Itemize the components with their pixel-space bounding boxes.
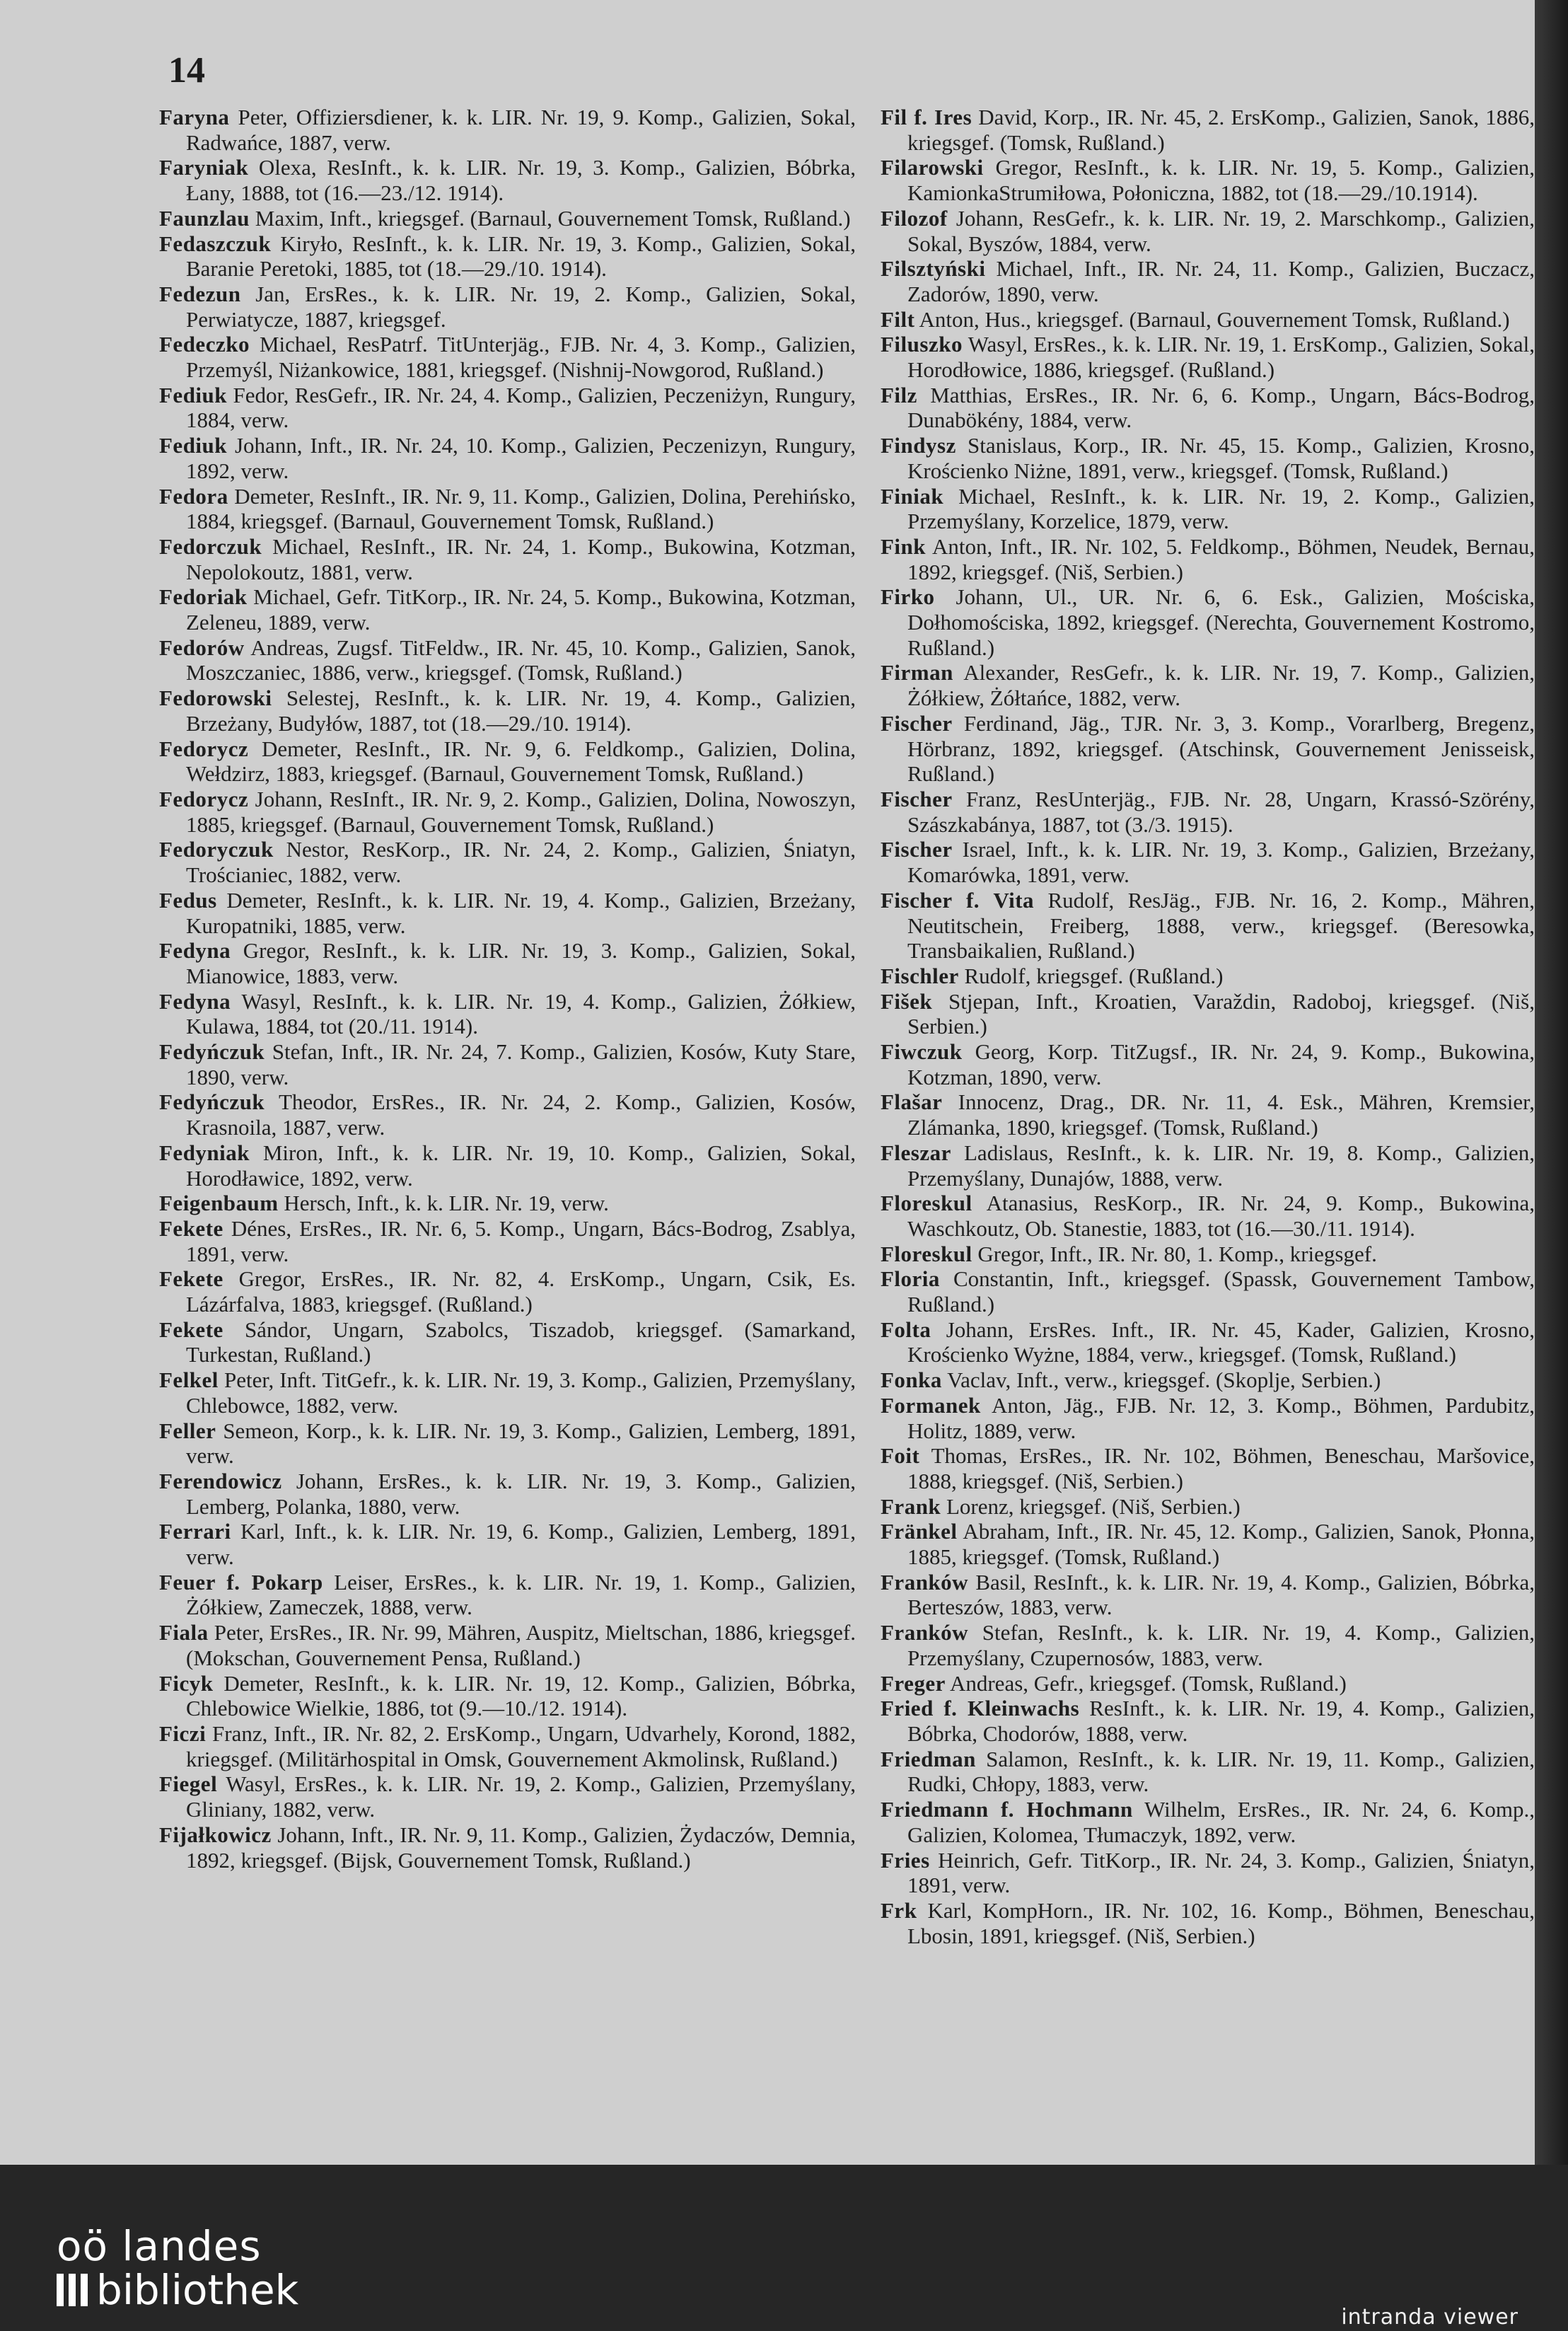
entry-surname: Fedora (159, 483, 228, 509)
entry-details: Vaclav, Inft., verw., kriegsgef. (Skoplje, Serbien.) (947, 1367, 1381, 1393)
entry-details: Leiser, ErsRes., k. k. LIR. Nr. 19, 1. Komp., Galizien, Żółkiew, Zameczek, 1888, verw. (186, 1569, 856, 1620)
register-entry (159, 1822, 856, 1873)
entry-details: Wasyl, ErsRes., k. k. LIR. Nr. 19, 2. Komp., Galizien, Przemyślany, Gliniany, 1882, verw. (186, 1771, 856, 1822)
logo-text-line2-wrapper (57, 2267, 298, 2313)
entry-details: Sándor, Ungarn, Szabolcs, Tiszadob, kriegsgef. (Samarkand, Turkestan, Rußland.) (186, 1317, 856, 1367)
entry-surname: Fekete (159, 1266, 223, 1292)
register-entry (881, 1570, 1535, 1620)
entry-surname: Frk (881, 1897, 917, 1923)
register-entry (159, 484, 856, 534)
register-entry (159, 989, 856, 1039)
entry-surname: Filuszko (881, 332, 963, 357)
entry-details: Constantin, Inft., kriegsgef. (Spassk, Gouvernement Tambow, Rußland.) (907, 1266, 1535, 1317)
entry-details: Matthias, ErsRes., IR. Nr. 6, 6. Komp., Ungarn, Bács-Bodrog, Dunabökény, 1884, verw. (907, 382, 1535, 433)
register-entry (159, 534, 856, 584)
entry-details: Stanislaus, Korp., IR. Nr. 45, 15. Komp., Galizien, Krosno, Krościenko Niżne, 1891, verw., kriegsgef. (Tomsk, Rußland.) (907, 433, 1535, 483)
left-column (159, 105, 856, 1873)
entry-details: Demeter, ResInft., IR. Nr. 9, 6. Feldkomp., Galizien, Dolina, Wełdzirz, 1883, kriegsgef. (Barnaul, Gouvernement Tomsk, Rußland.) (186, 736, 856, 787)
entry-details: Rudolf, ResJäg., FJB. Nr. 16, 2. Komp., Mähren, Neutitschein, Freiberg, 1888, verw., kriegsgef. (Beresowka, Transbaikalien, Rußland.) (907, 887, 1535, 964)
entry-surname: Fedoriak (159, 584, 248, 610)
entry-details: Gregor, ResInft., k. k. LIR. Nr. 19, 3. Komp., Galizien, Sokal, Mianowice, 1883, verw. (186, 938, 856, 988)
register-entry (159, 282, 856, 332)
register-entry (159, 1140, 856, 1191)
entry-surname: Filozof (881, 205, 948, 231)
entry-details: Michael, ResInft., IR. Nr. 24, 1. Komp., Bukowina, Kotzman, Nepolokoutz, 1881, verw. (186, 533, 856, 584)
entry-surname: Foit (881, 1443, 920, 1469)
entry-details: Nestor, ResKorp., IR. Nr. 24, 2. Komp., Galizien, Śniatyn, Trościaniec, 1882, verw. (186, 837, 856, 888)
register-entry (159, 105, 856, 155)
entry-details: Gregor, Inft., IR. Nr. 80, 1. Komp., kriegsgef. (977, 1241, 1377, 1266)
entry-surname: Fekete (159, 1215, 223, 1241)
register-entry (881, 1089, 1535, 1140)
entry-surname: Ferrari (159, 1519, 231, 1544)
entry-details: Peter, ErsRes., IR. Nr. 99, Mähren, Auspitz, Mieltschan, 1886, kriegsgef. (Mokschan, Gouvernement Pensa, Rußland.) (186, 1620, 856, 1670)
entry-details: Israel, Inft., k. k. LIR. Nr. 19, 3. Komp., Galizien, Brzeżany, Komarówka, 1891, verw. (907, 837, 1535, 888)
logo-text-line2: bibliothek (96, 2266, 299, 2314)
entry-surname: Fonka (881, 1367, 942, 1393)
entry-details: Miron, Inft., k. k. LIR. Nr. 19, 10. Komp., Galizien, Sokal, Horodławice, 1892, verw. (186, 1140, 856, 1191)
entry-details: Johann, ResInft., IR. Nr. 9, 2. Komp., Galizien, Dolina, Nowoszyn, 1885, kriegsgef. (Barnaul, Gouvernement Tomsk, Rußland.) (186, 786, 856, 837)
entry-surname: Fišek (881, 988, 933, 1014)
register-entry (881, 1393, 1535, 1443)
register-entry (881, 1519, 1535, 1569)
entry-details: Selestej, ResInft., k. k. LIR. Nr. 19, 4. Komp., Galizien, Brzeżany, Budyłów, 1887, tot (18.—29./10. 1914). (186, 686, 856, 736)
register-entry (881, 1848, 1535, 1898)
register-entry (159, 1620, 856, 1670)
register-entry (159, 1266, 856, 1317)
entry-surname: Fedaszczuk (159, 231, 272, 256)
entry-surname: Fedoryczuk (159, 837, 274, 862)
entry-details: Demeter, ResInft., IR. Nr. 9, 11. Komp., Galizien, Dolina, Perehińsko, 1884, kriegsgef. (Barnaul, Gouvernement Tomsk, Rußland.) (186, 483, 856, 534)
entry-surname: Felkel (159, 1367, 219, 1393)
register-entry (881, 584, 1535, 660)
register-entry (159, 888, 856, 938)
entry-surname: Ficzi (159, 1721, 207, 1746)
register-entry (881, 837, 1535, 887)
entry-details: Anton, Jäg., FJB. Nr. 12, 3. Komp., Böhmen, Pardubitz, Holitz, 1889, verw. (907, 1392, 1535, 1443)
register-entry (159, 332, 856, 382)
entry-surname: Fischer (881, 710, 953, 736)
register-entry (881, 1191, 1535, 1241)
register-entry (881, 1620, 1535, 1670)
register-entry (159, 1089, 856, 1140)
entry-surname: Fedeczko (159, 332, 250, 357)
register-entry (159, 584, 856, 635)
register-entry (159, 1418, 856, 1469)
entry-details: Gregor, ResInft., k. k. LIR. Nr. 19, 5. Komp., Galizien, KamionkaStrumiłowa, Połoniczna, 1882, tot (18.—29./10.1914). (907, 155, 1535, 206)
register-entry (159, 1771, 856, 1822)
page-edge-shadow (1535, 0, 1568, 2165)
register-entry (159, 1191, 856, 1216)
entry-details: Peter, Offiziersdiener, k. k. LIR. Nr. 19, 9. Komp., Galizien, Sokal, Radwańce, 1887, verw. (186, 105, 856, 155)
entry-surname: Fedorycz (159, 786, 249, 811)
register-entry (159, 155, 856, 205)
entry-surname: Faunzlau (159, 205, 250, 231)
entry-details: Peter, Inft. TitGefr., k. k. LIR. Nr. 19, 3. Komp., Galizien, Przemyślany, Chlebowce, 1882, verw. (186, 1367, 856, 1418)
entry-details: Franz, ResUnterjäg., FJB. Nr. 28, Ungarn, Krassó-Szörény, Szászkabánya, 1887, tot (3./3. 1915). (907, 786, 1535, 837)
register-entry (159, 206, 856, 231)
register-entry (881, 1898, 1535, 1948)
register-entry (881, 433, 1535, 483)
entry-surname: Friedman (881, 1746, 976, 1771)
entry-surname: Feller (159, 1418, 216, 1443)
register-entry (159, 635, 856, 686)
register-entry (881, 1797, 1535, 1847)
entry-details: Theodor, ErsRes., IR. Nr. 24, 2. Komp., Galizien, Kosów, Krasnoila, 1887, verw. (186, 1089, 856, 1140)
entry-details: Gregor, ErsRes., IR. Nr. 82, 4. ErsKomp., Ungarn, Csik, Es. Lázárfalva, 1883, kriegsgef. (Rußland.) (186, 1266, 856, 1317)
entry-surname: Fedorczuk (159, 533, 262, 559)
entry-surname: Fedorowski (159, 686, 272, 711)
entry-details: Hersch, Inft., k. k. LIR. Nr. 19, verw. (284, 1191, 609, 1216)
entry-surname: Fischer (881, 837, 953, 862)
entry-surname: Fried f. Kleinwachs (881, 1696, 1080, 1721)
entry-surname: Fränkel (881, 1519, 958, 1544)
entry-surname: Filsztyński (881, 256, 986, 282)
register-entry (159, 787, 856, 837)
register-entry (159, 686, 856, 736)
entry-surname: Fil f. Ires (881, 105, 972, 129)
register-entry (159, 1570, 856, 1620)
entry-surname: Fedyńczuk (159, 1089, 265, 1115)
register-entry (159, 1469, 856, 1519)
entry-details: ResInft., k. k. LIR. Nr. 19, 4. Komp., Galizien, Bóbrka, Chodorów, 1888, verw. (907, 1696, 1535, 1746)
entry-details: Salamon, ResInft., k. k. LIR. Nr. 19, 11. Komp., Galizien, Rudki, Chłopy, 1883, verw. (907, 1746, 1535, 1797)
viewer-footer (0, 2165, 1568, 2331)
register-entry (881, 307, 1535, 332)
entry-surname: Franków (881, 1569, 969, 1595)
entry-surname: Fedezun (159, 281, 241, 306)
entry-details: Johann, ResGefr., k. k. LIR. Nr. 19, 2. Marschkomp., Galizien, Sokal, Byszów, 1884, verw. (907, 205, 1535, 256)
register-entry (881, 660, 1535, 710)
entry-surname: Firko (881, 584, 935, 610)
register-entry (881, 1443, 1535, 1493)
entry-details: Innocenz, Drag., DR. Nr. 11, 4. Esk., Mähren, Kremsier, Zlámanka, 1890, kriegsgef. (Tomsk, Rußland.) (907, 1089, 1535, 1140)
entry-details: Olexa, ResInft., k. k. LIR. Nr. 19, 3. Komp., Galizien, Bóbrka, Łany, 1888, tot (16.—23./12. 1914). (186, 155, 856, 206)
entry-details: Heinrich, Gefr. TitKorp., IR. Nr. 24, 3. Komp., Galizien, Śniatyn, 1891, verw. (907, 1847, 1535, 1898)
viewer-brand-label[interactable]: intranda viewer (1341, 2305, 1518, 2330)
entry-surname: Firman (881, 660, 953, 686)
entry-details: Johann, ErsRes. Inft., IR. Nr. 45, Kader, Galizien, Krosno, Krościenko Wyżne, 1884, verw., kriegsgef. (Tomsk, Rußland.) (907, 1317, 1535, 1367)
entry-surname: Fediuk (159, 433, 228, 458)
entry-surname: Filt (881, 306, 915, 332)
register-entry (881, 1671, 1535, 1696)
entry-surname: Fijałkowicz (159, 1822, 272, 1847)
logo-text-line1: oö landes (57, 2222, 262, 2270)
entry-surname: Flašar (881, 1089, 943, 1115)
register-entry (159, 1317, 856, 1367)
entry-surname: Floreskul (881, 1191, 972, 1216)
register-entry (881, 1317, 1535, 1367)
register-entry (881, 1039, 1535, 1089)
entry-details: Atanasius, ResKorp., IR. Nr. 24, 9. Komp., Bukowina, Waschkoutz, Ob. Stanestie, 1883, tot (16.—30./11. 1914). (907, 1191, 1535, 1241)
entry-details: Stefan, Inft., IR. Nr. 24, 7. Komp., Galizien, Kosów, Kuty Stare, 1890, verw. (186, 1039, 856, 1089)
register-entry (881, 332, 1535, 382)
register-entry (881, 105, 1535, 155)
entry-surname: Fedyna (159, 988, 231, 1014)
entry-details: Thomas, ErsRes., IR. Nr. 102, Böhmen, Beneschau, Maršovice, 1888, kriegsgef. (Niš, Serbien.) (907, 1443, 1535, 1493)
entry-surname: Fedus (159, 887, 217, 913)
entry-details: Johann, Inft., IR. Nr. 24, 10. Komp., Galizien, Peczenizyn, Rungury, 1892, verw. (186, 433, 856, 483)
register-entry (881, 711, 1535, 787)
entry-surname: Fedyńczuk (159, 1039, 265, 1065)
register-entry (881, 888, 1535, 964)
register-entry (159, 231, 856, 282)
entry-details: Demeter, ResInft., k. k. LIR. Nr. 19, 4. Komp., Galizien, Brzeżany, Kuropatniki, 1885, verw. (186, 887, 856, 938)
entry-details: Kiryło, ResInft., k. k. LIR. Nr. 19, 3. Komp., Galizien, Sokal, Baranie Peretoki, 1885, tot (18.—29./10. 1914). (186, 231, 856, 282)
entry-surname: Frank (881, 1493, 941, 1519)
entry-surname: Floreskul (881, 1241, 972, 1266)
register-entry (881, 206, 1535, 256)
entry-surname: Fiala (159, 1620, 209, 1645)
entry-details: Johann, ErsRes., k. k. LIR. Nr. 19, 3. Komp., Galizien, Lemberg, Polanka, 1880, verw. (186, 1468, 856, 1519)
entry-surname: Freger (881, 1670, 946, 1696)
register-entry (881, 155, 1535, 205)
entry-surname: Fedyna (159, 938, 231, 964)
entry-details: Rudolf, kriegsgef. (Rußland.) (964, 963, 1224, 988)
entry-details: Franz, Inft., IR. Nr. 82, 2. ErsKomp., Ungarn, Udvarhely, Korond, 1882, kriegsgef. (Militärhospital in Omsk, Gouvernement Akmolinsk, Rußland.) (186, 1721, 856, 1771)
register-entry (159, 837, 856, 887)
entry-details: Johann, Inft., IR. Nr. 9, 11. Komp., Galizien, Żydaczów, Demnia, 1892, kriegsgef. (Bijsk, Gouvernement Tomsk, Rußland.) (186, 1822, 856, 1873)
entry-details: Andreas, Gefr., kriegsgef. (Tomsk, Rußland.) (949, 1670, 1347, 1696)
entry-details: Dénes, ErsRes., IR. Nr. 6, 5. Komp., Ungarn, Bács-Bodrog, Zsablya, 1891, verw. (186, 1215, 856, 1266)
entry-surname: Ficyk (159, 1670, 214, 1696)
library-logo[interactable] (57, 2222, 299, 2314)
entry-details: Stjepan, Inft., Kroatien, Varaždin, Radoboj, kriegsgef. (Niš, Serbien.) (907, 988, 1535, 1039)
entry-details: Anton, Hus., kriegsgef. (Barnaul, Gouvernement Tomsk, Rußland.) (919, 306, 1510, 332)
entry-surname: Feuer f. Pokarp (159, 1569, 323, 1595)
entry-details: Johann, Ul., UR. Nr. 6, 6. Esk., Galizien, Mościska, Dołhomościska, 1892, kriegsgef. (Nerechta, Gouvernement Kostromo, Rußland.) (907, 584, 1535, 660)
register-entry (881, 1266, 1535, 1317)
entry-details: Fedor, ResGefr., IR. Nr. 24, 4. Komp., Galizien, Peczeniżyn, Rungury, 1884, verw. (186, 382, 856, 433)
register-entry (159, 433, 856, 483)
entry-details: Michael, Gefr. TitKorp., IR. Nr. 24, 5. Komp., Bukowina, Kotzman, Zeleneu, 1889, verw. (186, 584, 856, 635)
logo-bars-icon (57, 2274, 88, 2306)
register-entry (881, 1747, 1535, 1797)
register-entry (881, 964, 1535, 989)
entry-details: Andreas, Zugsf. TitFeldw., IR. Nr. 45, 10. Komp., Galizien, Sanok, Moszczaniec, 1886, verw., kriegsgef. (Tomsk, Rußland.) (186, 635, 856, 686)
entry-surname: Formanek (881, 1392, 981, 1418)
entry-details: Michael, ResInft., k. k. LIR. Nr. 19, 2. Komp., Galizien, Przemyślany, Korzelice, 1879, verw. (907, 483, 1535, 534)
register-entry (881, 1494, 1535, 1520)
entry-surname: Floria (881, 1266, 940, 1292)
register-entry (881, 1367, 1535, 1393)
entry-details: Michael, Inft., IR. Nr. 24, 11. Komp., Galizien, Buczacz, Zadorów, 1890, verw. (907, 256, 1535, 306)
entry-details: Jan, ErsRes., k. k. LIR. Nr. 19, 2. Komp., Galizien, Sokal, Perwiatycze, 1887, kriegsgef. (186, 281, 856, 332)
register-entry (159, 383, 856, 433)
right-column (881, 105, 1535, 1948)
register-entry (881, 484, 1535, 534)
register-entry (159, 938, 856, 988)
entry-details: Abraham, Inft., IR. Nr. 45, 12. Komp., Galizien, Sanok, Płonna, 1885, kriegsgef. (Tomsk, Rußland.) (907, 1519, 1535, 1570)
register-entry (881, 1140, 1535, 1191)
entry-surname: Fedyniak (159, 1140, 250, 1165)
register-entry (881, 383, 1535, 433)
entry-surname: Ferendowicz (159, 1468, 282, 1493)
register-entry (159, 1519, 856, 1569)
register-entry (881, 787, 1535, 837)
entry-surname: Filz (881, 382, 917, 407)
entry-surname: Fiwczuk (881, 1039, 963, 1065)
register-entry (159, 1671, 856, 1721)
entry-surname: Feigenbaum (159, 1191, 279, 1216)
entry-surname: Faryna (159, 105, 230, 129)
register-entry (159, 1216, 856, 1266)
entry-details: Stefan, ResInft., k. k. LIR. Nr. 19, 4. Komp., Galizien, Przemyślany, Czupernosów, 1883, verw. (907, 1620, 1535, 1670)
entry-surname: Fleszar (881, 1140, 951, 1165)
entry-surname: Fiegel (159, 1771, 218, 1797)
entry-surname: Faryniak (159, 155, 249, 180)
entry-details: Michael, ResPatrf. TitUnterjäg., FJB. Nr. 4, 3. Komp., Galizien, Przemyśl, Niżankowice, 1881, kriegsgef. (Nishnij-Nowgorod, Rußland.) (186, 332, 856, 383)
entry-details: Basil, ResInft., k. k. LIR. Nr. 19, 4. Komp., Galizien, Bóbrka, Berteszów, 1883, verw. (907, 1569, 1535, 1620)
entry-surname: Friedmann f. Hochmann (881, 1797, 1133, 1822)
entry-surname: Findysz (881, 433, 956, 458)
entry-details: Georg, Korp. TitZugsf., IR. Nr. 24, 9. Komp., Bukowina, Kotzman, 1890, verw. (907, 1039, 1535, 1089)
register-entry (159, 1721, 856, 1771)
page-number: 14 (168, 50, 205, 91)
entry-details: Wasyl, ResInft., k. k. LIR. Nr. 19, 4. Komp., Galizien, Żółkiew, Kulawa, 1884, tot (20./11. 1914). (186, 988, 856, 1039)
entry-surname: Fischer f. Vita (881, 887, 1035, 913)
register-entry (881, 1696, 1535, 1746)
entry-surname: Fedorów (159, 635, 245, 660)
entry-surname: Folta (881, 1317, 931, 1342)
entry-details: Karl, Inft., k. k. LIR. Nr. 19, 6. Komp., Galizien, Lemberg, 1891, verw. (186, 1519, 856, 1570)
entry-surname: Fink (881, 533, 927, 559)
entry-details: Demeter, ResInft., k. k. LIR. Nr. 19, 12. Komp., Galizien, Bóbrka, Chlebowice Wielkie, 1886, tot (9.—10./12. 1914). (186, 1670, 856, 1721)
entry-surname: Franków (881, 1620, 969, 1645)
entry-details: Anton, Inft., IR. Nr. 102, 5. Feldkomp., Böhmen, Neudek, Bernau, 1892, kriegsgef. (Niš, Serbien.) (907, 533, 1535, 584)
entry-details: Wilhelm, ErsRes., IR. Nr. 24, 6. Komp., Galizien, Kolomea, Tłumaczyk, 1892, verw. (907, 1797, 1535, 1847)
entry-surname: Finiak (881, 483, 944, 509)
entry-surname: Filarowski (881, 155, 984, 180)
entry-surname: Fediuk (159, 382, 228, 407)
register-entry (881, 989, 1535, 1039)
entry-details: Semeon, Korp., k. k. LIR. Nr. 19, 3. Komp., Galizien, Lemberg, 1891, verw. (186, 1418, 856, 1469)
entry-surname: Fedorycz (159, 736, 249, 761)
entry-details: Ferdinand, Jäg., TJR. Nr. 3, 3. Komp., Vorarlberg, Bregenz, Hörbranz, 1892, kriegsgef. (Atschinsk, Gouvernement Jenisseisk, Rußland.) (907, 710, 1535, 787)
register-entry (159, 1039, 856, 1089)
entry-surname: Fischler (881, 963, 959, 988)
entry-details: Maxim, Inft., kriegsgef. (Barnaul, Gouvernement Tomsk, Rußland.) (255, 205, 851, 231)
register-entry (881, 534, 1535, 584)
entry-details: Lorenz, kriegsgef. (Niš, Serbien.) (946, 1493, 1241, 1519)
entry-details: Karl, KompHorn., IR. Nr. 102, 16. Komp., Böhmen, Beneschau, Lbosin, 1891, kriegsgef. (Niš, Serbien.) (907, 1897, 1535, 1948)
entry-surname: Fries (881, 1847, 930, 1873)
entry-surname: Fischer (881, 786, 953, 811)
entry-details: Wasyl, ErsRes., k. k. LIR. Nr. 19, 1. ErsKomp., Galizien, Sokal, Horodłowice, 1886, kriegsgef. (Rußland.) (907, 332, 1535, 383)
register-entry (881, 256, 1535, 306)
entry-surname: Fekete (159, 1317, 223, 1342)
register-entry (159, 736, 856, 787)
entry-details: Ladislaus, ResInft., k. k. LIR. Nr. 19, 8. Komp., Galizien, Przemyślany, Dunajów, 1888, verw. (907, 1140, 1535, 1191)
entry-details: Alexander, ResGefr., k. k. LIR. Nr. 19, 7. Komp., Galizien, Żółkiew, Żółtańce, 1882, verw. (907, 660, 1535, 711)
register-entry (881, 1242, 1535, 1267)
register-entry (159, 1367, 856, 1418)
entry-details: David, Korp., IR. Nr. 45, 2. ErsKomp., Galizien, Sanok, 1886, kriegsgef. (Tomsk, Rußland.) (907, 105, 1535, 155)
